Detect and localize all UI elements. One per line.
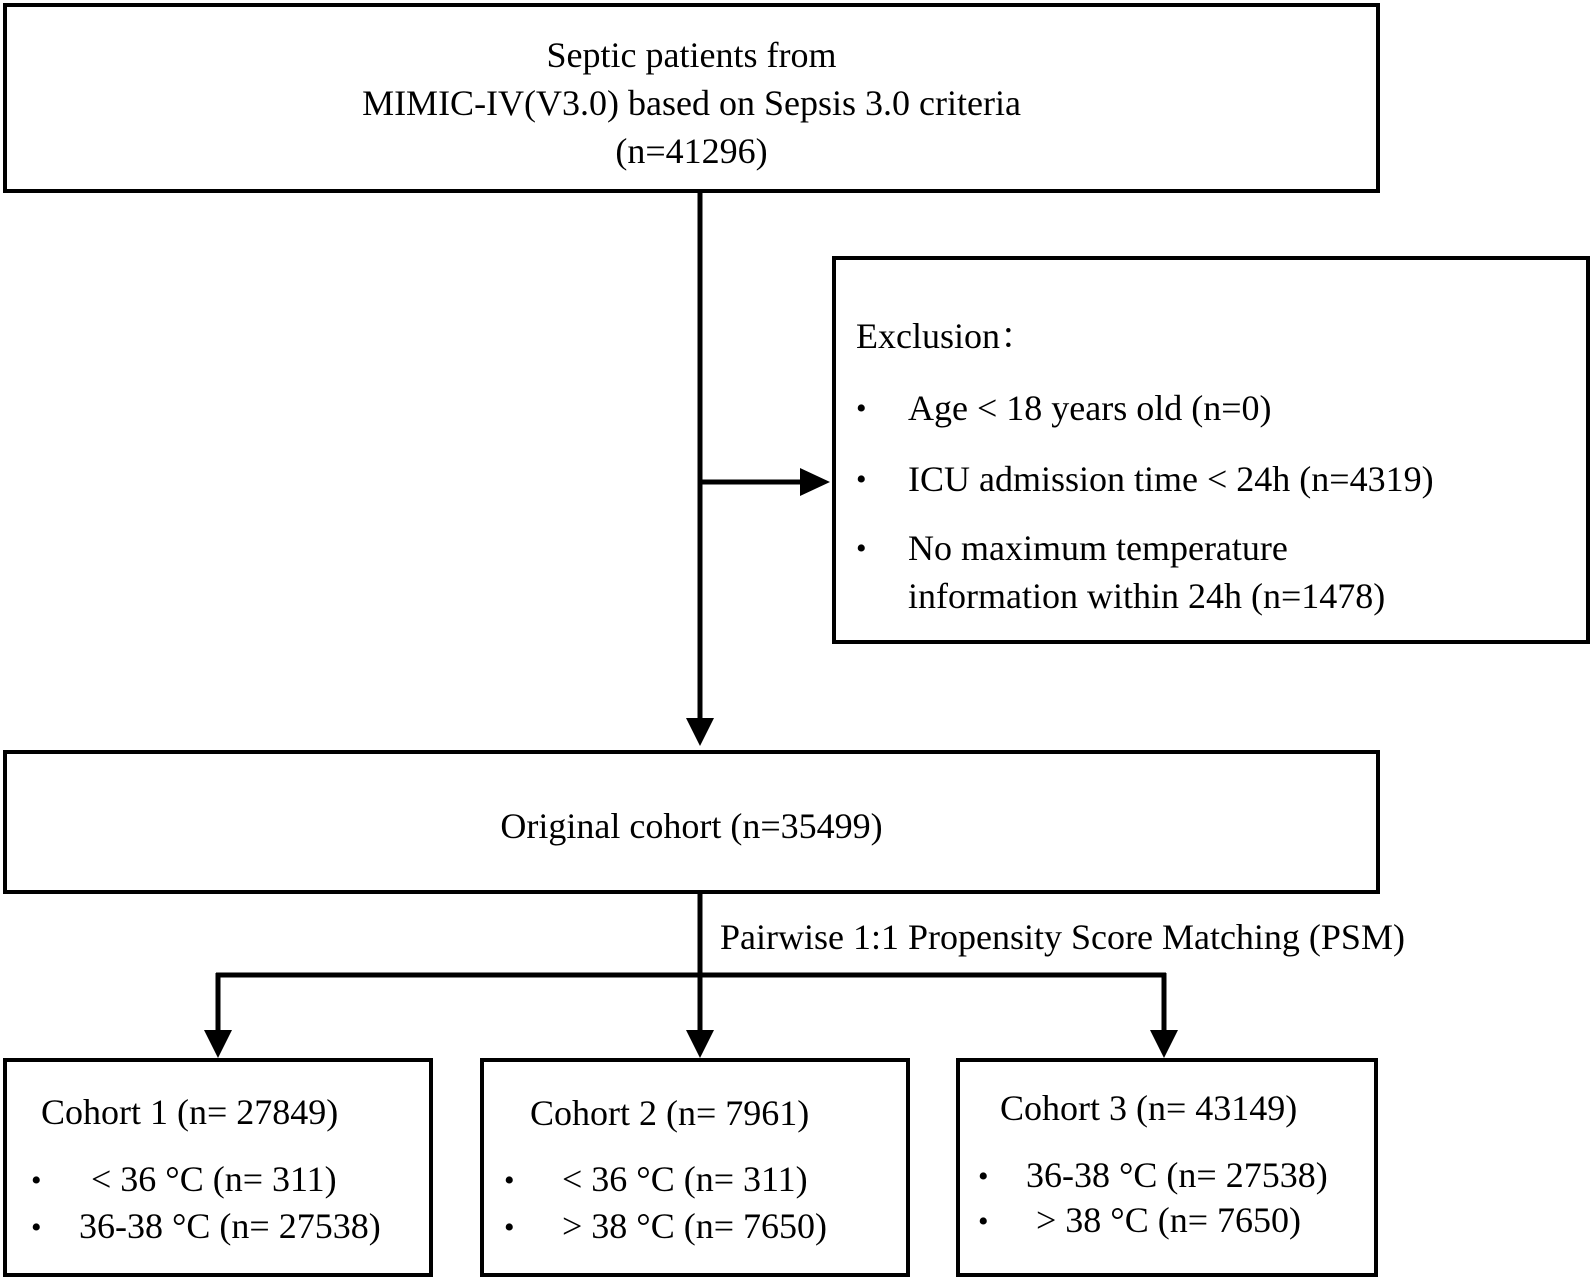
bullet-icon: • [856,463,867,496]
cohort-3-title: Cohort 3 (n= 43149) [1000,1088,1298,1128]
original-cohort-label: Original cohort (n=35499) [500,806,883,846]
psm-label: Pairwise 1:1 Propensity Score Matching (PSM) [720,917,1405,957]
exclusion-box [832,256,1590,644]
cohort-2-title: Cohort 2 (n= 7961) [530,1093,810,1133]
exclusion-heading: Exclusion： [856,316,1036,356]
cohort-1-item-1: < 36 °C (n= 311) [91,1159,337,1199]
bullet-icon: • [504,1211,515,1244]
exclusion-item-temperature-line-2: information within 24h (n=1478) [908,576,1386,616]
original-cohort-box [3,750,1380,894]
arrowhead-exclusion [800,468,830,496]
cohort-1-item-2: 36-38 °C (n= 27538) [79,1206,381,1246]
exclusion-item-icu-time: ICU admission time < 24h (n=4319) [908,459,1434,499]
arrowhead-cohort-3 [1150,1030,1178,1058]
cohort-3-item-2: > 38 °C (n= 7650) [1036,1200,1301,1240]
cohort-3-item-1: 36-38 °C (n= 27538) [1026,1155,1328,1195]
cohort-2-box [480,1058,910,1277]
arrowhead-original [686,718,714,746]
source-line-1: Septic patients from [546,35,837,75]
source-line-2: MIMIC-IV(V3.0) based on Sepsis 3.0 criteria [362,83,1021,123]
cohort-1-box [3,1058,433,1277]
cohort-2-item-2: > 38 °C (n= 7650) [562,1206,827,1246]
bullet-icon: • [978,1205,989,1238]
exclusion-item-temperature-line-1: No maximum temperature [908,528,1288,568]
cohort-1-title: Cohort 1 (n= 27849) [41,1092,339,1132]
arrowhead-cohort-2 [686,1030,714,1058]
source-box [3,3,1380,193]
arrowhead-cohort-1 [204,1030,232,1058]
cohort-3-box [956,1058,1378,1277]
bullet-icon: • [856,392,867,425]
bullet-icon: • [978,1160,989,1193]
bullet-icon: • [504,1164,515,1197]
source-line-3: (n=41296) [615,131,768,171]
bullet-icon: • [856,532,867,565]
bullet-icon: • [31,1164,42,1197]
exclusion-item-age: Age < 18 years old (n=0) [908,388,1272,428]
cohort-2-item-1: < 36 °C (n= 311) [562,1159,808,1199]
bullet-icon: • [31,1211,42,1244]
